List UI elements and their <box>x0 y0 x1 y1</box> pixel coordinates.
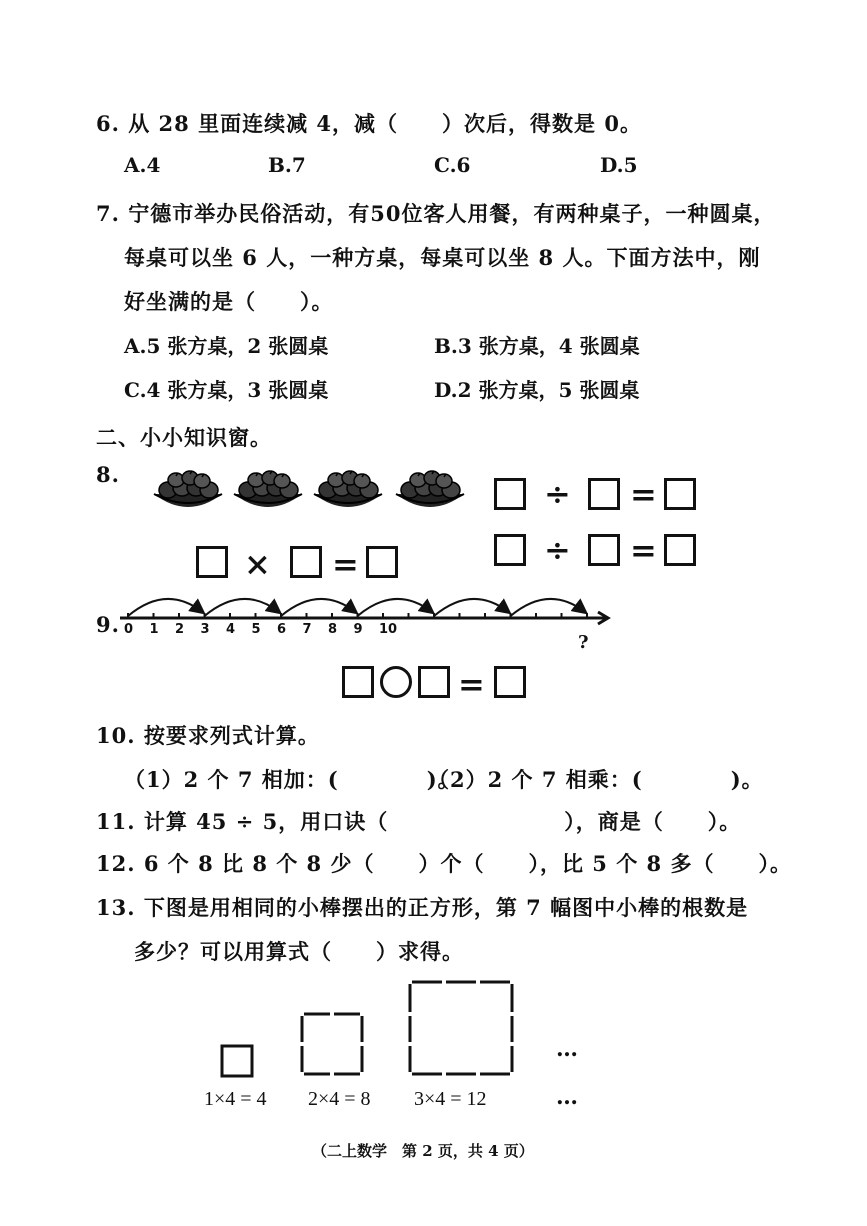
question-number: 11. <box>96 809 136 834</box>
option-a: A.5 张方桌，2 张圆桌 <box>124 334 329 358</box>
answer-box-factor-1[interactable] <box>196 546 228 578</box>
number-line <box>112 586 612 656</box>
question-13 <box>96 892 748 922</box>
question-text-line3: 好坐满的是（ ）。 <box>124 289 334 314</box>
option-b: B.3 张方桌，4 张圆桌 <box>434 334 640 358</box>
question-10-part2: （2）2 个 7 相乘：( )。 <box>428 767 764 792</box>
question-text: 计算 45 ÷ 5，用口诀（ ），商是（ ）。 <box>143 809 742 834</box>
unknown-endpoint: ? <box>578 632 590 653</box>
question-text: 6 个 8 比 8 个 8 少（ ）个（ ），比 5 个 8 多（ ）。 <box>143 851 792 876</box>
hop-arc <box>281 599 356 616</box>
option-d: D.5 <box>600 153 638 177</box>
tick-label: 8 <box>328 622 338 637</box>
page-footer: （二上数学 第 2 页，共 4 页） <box>312 1142 534 1160</box>
ellipsis-figures: … <box>556 1036 578 1062</box>
question-number: 7. <box>96 201 120 226</box>
operator-circle[interactable] <box>380 666 412 698</box>
peach-plates-illustration <box>148 466 478 518</box>
tick-label: 10 <box>379 622 398 637</box>
question-6 <box>96 108 642 138</box>
stick-square-3 <box>410 982 512 1074</box>
tick-label: 3 <box>200 622 210 637</box>
equals-sign: = <box>630 531 657 569</box>
question-9-number: 9. <box>96 612 120 637</box>
question-text-line2: 多少？可以用算式（ ）求得。 <box>134 939 464 964</box>
tick-label: 4 <box>226 622 236 637</box>
hop-arc <box>128 599 203 616</box>
answer-box-quotient-2[interactable] <box>664 534 696 566</box>
peach-plate-3 <box>314 471 382 507</box>
answer-box-operand-1[interactable] <box>342 666 374 698</box>
hop-arc <box>358 599 433 616</box>
answer-box-result[interactable] <box>494 666 526 698</box>
answer-box-divisor-1[interactable] <box>588 478 620 510</box>
question-11 <box>96 806 741 836</box>
tick-label: 6 <box>277 622 287 637</box>
peach-plate-4 <box>396 471 464 507</box>
answer-box-operand-2[interactable] <box>418 666 450 698</box>
tick-label: 2 <box>175 622 185 637</box>
equals-sign: = <box>630 475 657 513</box>
tick-label: 0 <box>124 622 134 637</box>
tick-label: 5 <box>251 622 261 637</box>
stick-square-1 <box>222 1046 252 1076</box>
answer-box-quotient-1[interactable] <box>664 478 696 510</box>
question-10 <box>96 720 320 750</box>
question-number: 6. <box>96 111 120 136</box>
question-title: 按要求列式计算。 <box>143 723 320 748</box>
answer-box-dividend-2[interactable] <box>494 534 526 566</box>
tick-label: 1 <box>149 622 159 637</box>
answer-box-product[interactable] <box>366 546 398 578</box>
question-text-line2: 每桌可以坐 6 人，一种方桌，每桌可以坐 8 人。下面方法中，刚 <box>124 245 761 270</box>
option-d: D.2 张方桌，5 张圆桌 <box>434 378 640 402</box>
ellipsis-labels: … <box>556 1084 578 1110</box>
question-12 <box>96 848 792 878</box>
stick-label-1: 1×4 = 4 <box>204 1088 267 1110</box>
tick-labels <box>112 622 612 644</box>
hop-arc <box>205 599 280 616</box>
option-b: B.7 <box>268 153 306 177</box>
peach-plate-2 <box>234 471 302 507</box>
stick-square-2 <box>302 1014 362 1074</box>
question-text-line1: 下图是用相同的小棒摆出的正方形，第 7 幅图中小棒的根数是 <box>143 895 749 920</box>
equals-sign: = <box>458 665 485 703</box>
answer-box-dividend-1[interactable] <box>494 478 526 510</box>
answer-box-divisor-2[interactable] <box>588 534 620 566</box>
stick-label-2: 2×4 = 8 <box>308 1088 371 1110</box>
question-10-part1: （1）2 个 7 相加：( )。 <box>124 767 460 792</box>
divide-sign: ÷ <box>544 531 571 569</box>
times-sign: × <box>244 545 271 583</box>
option-c: C.4 张方桌，3 张圆桌 <box>124 378 329 402</box>
question-number: 12. <box>96 851 136 876</box>
question-number: 10. <box>96 723 136 748</box>
hop-arc <box>434 599 509 616</box>
divide-sign: ÷ <box>544 475 571 513</box>
tick-label: 7 <box>302 622 312 637</box>
section-title: 二、小小知识窗。 <box>96 425 272 450</box>
option-a: A.4 <box>124 153 161 177</box>
stick-label-3: 3×4 = 12 <box>414 1088 487 1110</box>
answer-box-factor-2[interactable] <box>290 546 322 578</box>
tick-label: 9 <box>353 622 363 637</box>
question-text: 从 28 里面连续减 4，减（ ）次后，得数是 0。 <box>128 111 642 136</box>
peach-plate-1 <box>154 471 222 507</box>
hop-arc <box>511 599 586 616</box>
question-number: 13. <box>96 895 136 920</box>
question-text-line1: 宁德市举办民俗活动，有50位客人用餐，有两种桌子，一种圆桌， <box>128 201 776 226</box>
question-7 <box>96 198 775 228</box>
option-c: C.6 <box>434 153 471 177</box>
stick-squares-illustration <box>196 970 526 1082</box>
equals-sign: = <box>332 545 359 583</box>
question-8-number: 8. <box>96 462 120 487</box>
